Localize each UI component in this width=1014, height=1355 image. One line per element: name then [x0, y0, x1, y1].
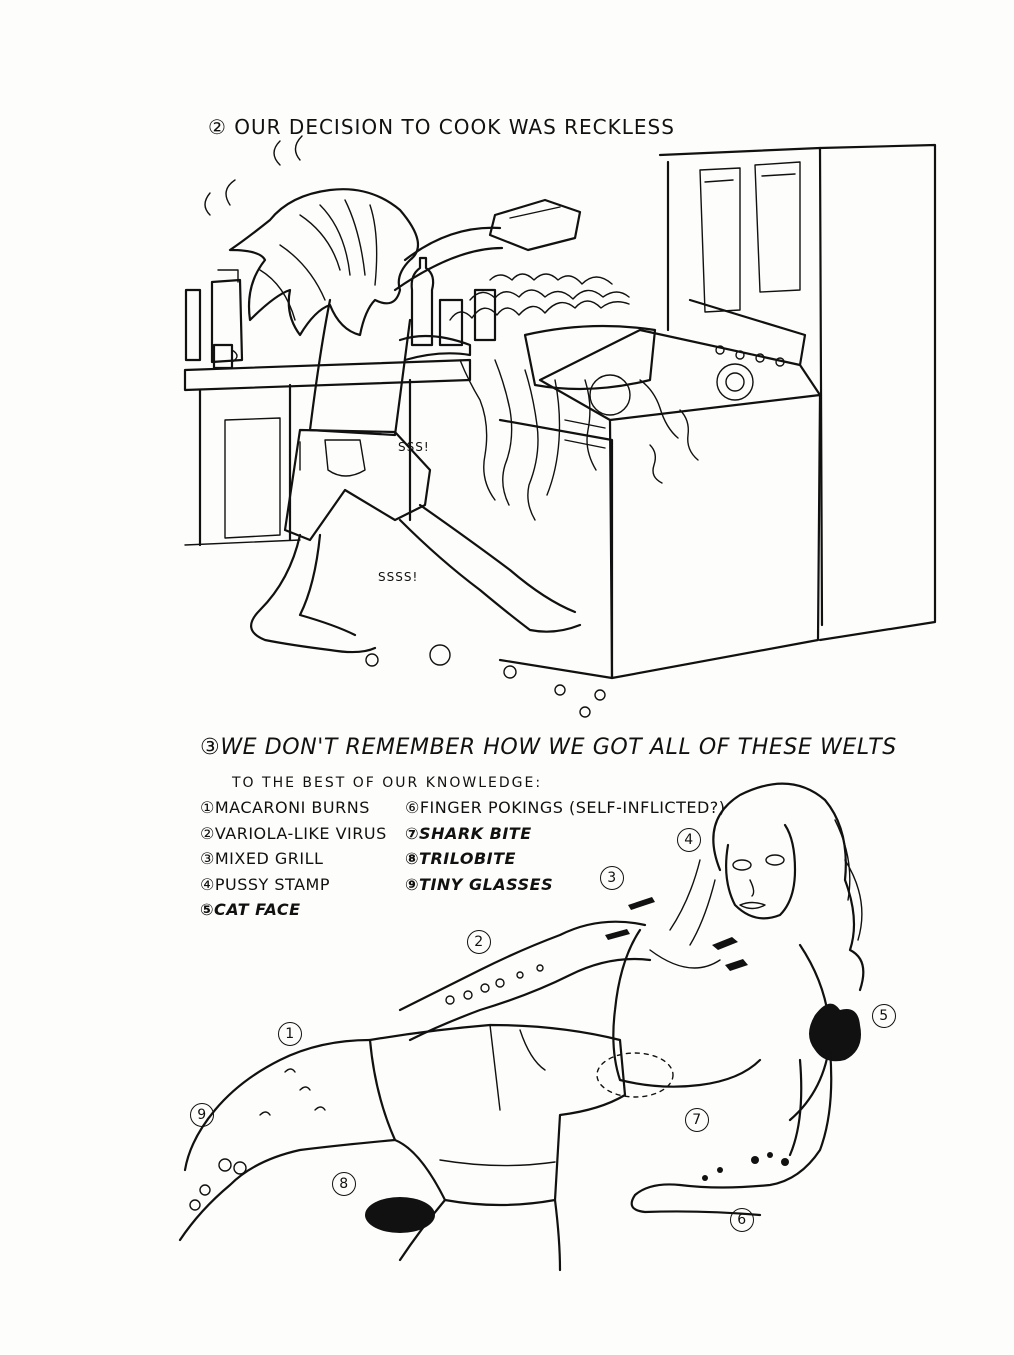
marker-5: 5 [872, 1004, 896, 1028]
legend-item-2: ②VARIOLA-LIKE VIRUS [200, 823, 387, 843]
marker-2: 2 [467, 930, 491, 954]
trilobite-welt [365, 1197, 435, 1233]
legend-item-3: ③MIXED GRILL [200, 849, 324, 868]
legend-right-column [405, 795, 726, 897]
legend-item-4: ④PUSSY STAMP [200, 874, 330, 894]
panel-3-caption: ③WE DON'T REMEMBER HOW WE GOT ALL OF THESE WELTS [200, 735, 897, 760]
shark-bite-welts [597, 1053, 673, 1097]
sizzle-sfx-1: SSS! [398, 440, 430, 454]
marker-8: 8 [332, 1172, 356, 1196]
marker-4: 4 [677, 828, 701, 852]
marker-9: 9 [190, 1103, 214, 1127]
panel-2-caption: ② OUR DECISION TO COOK WAS RECKLESS [208, 115, 675, 139]
legend-heading: TO THE BEST OF OUR KNOWLEDGE: [232, 775, 543, 791]
tiny-glasses-welts [190, 1159, 246, 1210]
legend-item-6: ⑥FINGER POKINGS (SELF-INFLICTED?) [405, 798, 726, 817]
legend-item-7: ⑦SHARK BITE [405, 823, 532, 843]
legend-item-8: ⑧TRILOBITE [405, 849, 516, 868]
marker-6: 6 [730, 1208, 754, 1232]
legend-left-column [200, 795, 387, 923]
legend-item-1: ①MACARONI BURNS [200, 798, 370, 817]
marker-7: 7 [685, 1108, 709, 1132]
marker-1: 1 [278, 1022, 302, 1046]
legend-item-5: ⑤CAT FACE [200, 900, 301, 919]
marker-3: 3 [600, 866, 624, 890]
legend-item-9: ⑨TINY GLASSES [405, 874, 554, 894]
sizzle-sfx-2: SSSS! [378, 570, 419, 584]
